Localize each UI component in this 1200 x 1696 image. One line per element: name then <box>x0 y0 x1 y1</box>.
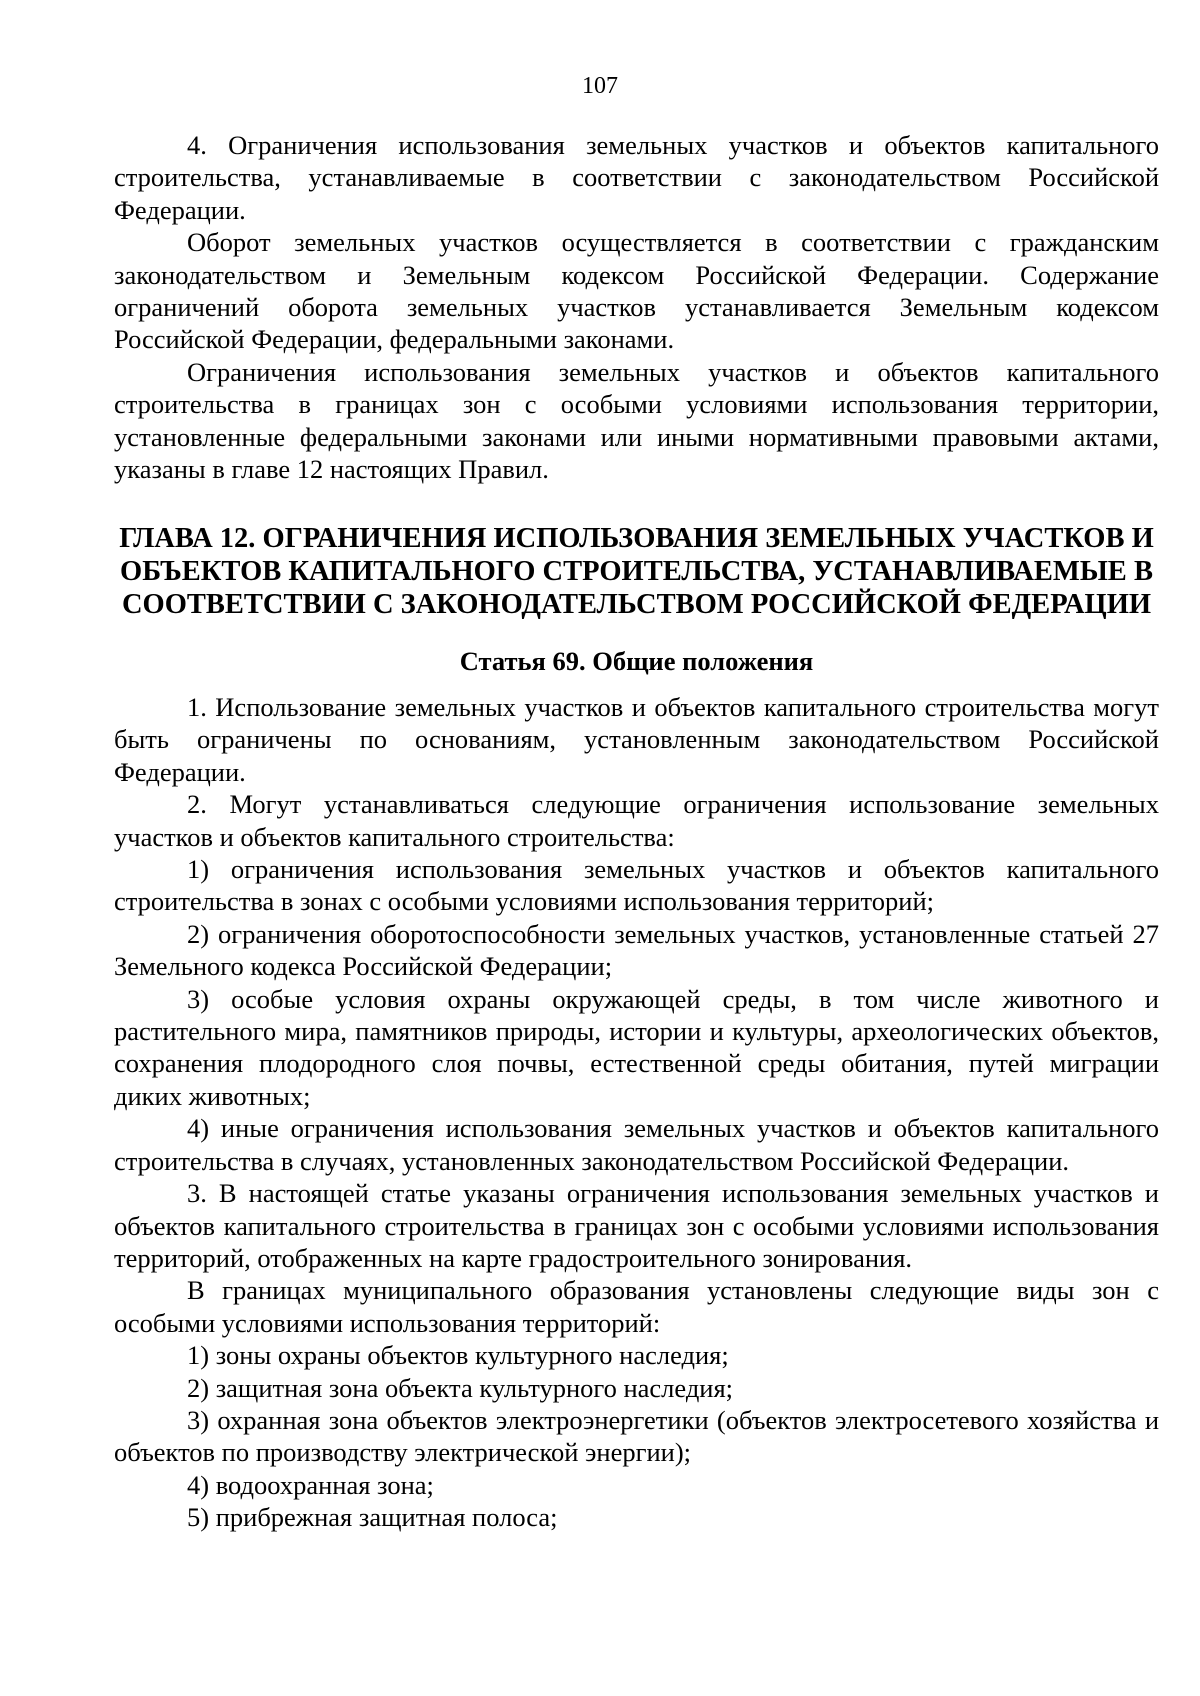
list-item: 2) защитная зона объекта культурного наследия; <box>187 1372 734 1403</box>
list-item: 1) ограничения использования земельных участков и объектов капитального строительства в зонах с особыми условиями использования территорий; <box>114 854 1159 917</box>
list-item: 4) водоохранная зона; <box>187 1469 434 1500</box>
paragraph: 3. В настоящей статье указаны ограничения использования земельных участков и объектов капитального строительства в границах зон с особыми условиями использования территорий, отображенных на карте градостроительного зонирования. <box>114 1178 1159 1273</box>
paragraph: В границах муниципального образования установлены следующие виды зон с особыми условиями использования территорий: <box>114 1275 1159 1338</box>
paragraph: 4. Ограничения использования земельных участков и объектов капитального строительства, устанавливаемые в соответствии с законодательством Российской Федерации. <box>114 130 1159 225</box>
paragraph: Ограничения использования земельных участков и объектов капитального строительства в границах зон с особыми условиями использования территории, установленные федеральными законами или иными нормативными правовыми актами, указаны в главе 12 настоящих Правил. <box>114 356 1159 485</box>
list-item: 3) охранная зона объектов электроэнергетики (объектов электросетевого хозяйства и объектов по производству электрической энергии); <box>114 1404 1159 1468</box>
list-item: 5) прибрежная защитная полоса; <box>187 1502 558 1533</box>
paragraph: Оборот земельных участков осуществляется в соответствии с гражданским законодательством и Земельным кодексом Российской Федерации. Содержание ограничений оборота земельных участков устанавливается Земельным кодексом Российской Федерации, федеральными законами. <box>114 227 1159 355</box>
list-item: 1) зоны охраны объектов культурного наследия; <box>187 1340 729 1371</box>
article-heading: Статья 69. Общие положения <box>459 646 814 676</box>
chapter-heading: ГЛАВА 12. ОГРАНИЧЕНИЯ ИСПОЛЬЗОВАНИЯ ЗЕМЕЛЬНЫХ УЧАСТКОВ И ОБЪЕКТОВ КАПИТАЛЬНОГО СТРОИТЕЛЬСТВА, УСТАНАВЛИВАЕМЫЕ В СООТВЕТСТВИИ С ЗАКОНОДАТЕЛЬСТВОМ РОССИЙСКОЙ ФЕДЕРАЦИИ <box>119 523 1154 620</box>
intro-text <box>114 129 1159 485</box>
paragraph: 2. Могут устанавливаться следующие ограничения использование земельных участков и объектов капитального строительства: <box>114 789 1159 852</box>
list-item: 3) особые условия охраны окружающей среды, в том числе животного и растительного мира, памятников природы, истории и культуры, археологических объектов, сохранения плодородного слоя почвы, естественной среды обитания, путей миграции диких животных; <box>114 983 1159 1111</box>
list-item: 4) иные ограничения использования земельных участков и объектов капитального строительства в случаях, установленных законодательством Российской Федерации. <box>114 1113 1159 1176</box>
list-item: 2) ограничения оборотоспособности земельных участков, установленные статьей 27 Земельного кодекса Российской Федерации; <box>114 918 1159 982</box>
paragraph: 1. Использование земельных участков и объектов капитального строительства могут быть ограничены по основаниям, установленным законодательством Российской Федерации. <box>114 692 1159 787</box>
article-text <box>114 691 1159 1534</box>
page-number: 107 <box>582 73 618 99</box>
